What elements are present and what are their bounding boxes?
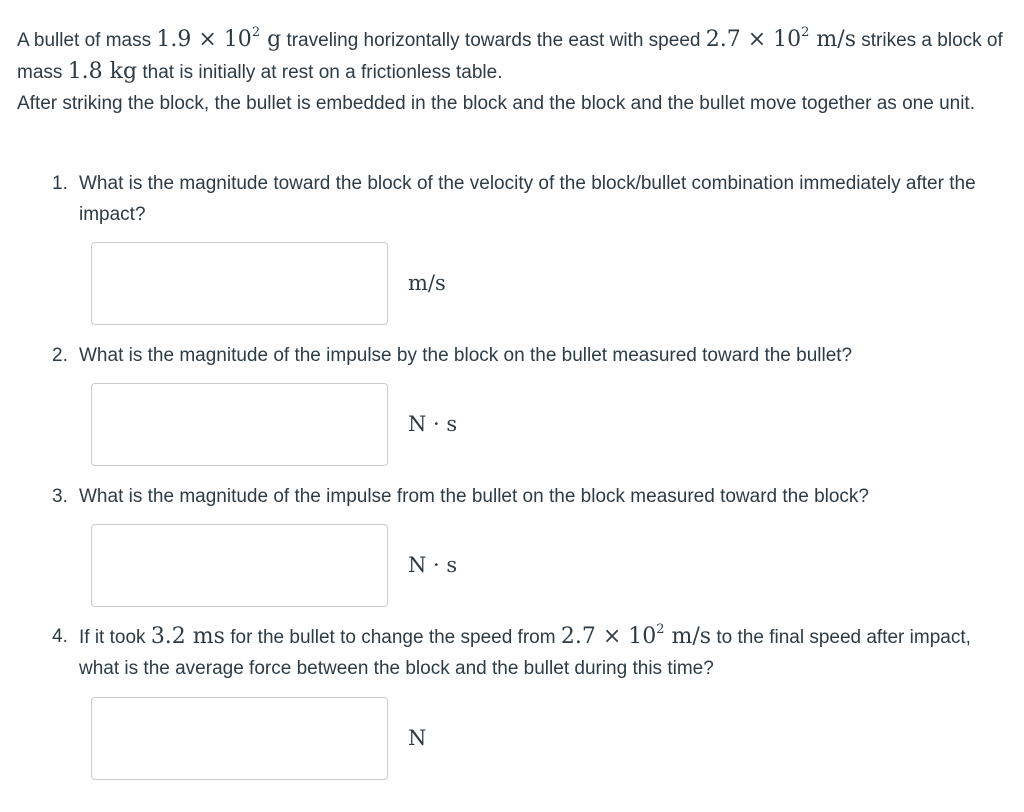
question-number: 2. — [52, 345, 68, 366]
answer-input-3[interactable] — [91, 524, 388, 607]
answer-unit-2: N · s — [408, 412, 458, 436]
question-text: What is the magnitude toward the block of the velocity of the block/bullet combination immediately after the impact? — [79, 173, 976, 225]
question-4-text-a: If it took — [79, 627, 151, 648]
question-4-text-c: to the final speed after impact, what is the average force between the block and the bullet during this time? — [79, 627, 971, 679]
answer-input-4[interactable] — [91, 697, 388, 780]
question-4 — [52, 621, 1012, 684]
problem-intro-paragraph — [17, 24, 1007, 88]
answer-unit-4: N — [408, 726, 427, 750]
intro-text-b: traveling horizontally towards the east with speed — [281, 30, 706, 51]
bullet-speed-value: $2.7 \times 10^2$ m/s — [705, 25, 856, 52]
problem-description-paragraph: After striking the block, the bullet is embedded in the block and the block and the bullet move together as one unit. — [17, 93, 975, 114]
answer-input-2[interactable] — [91, 383, 388, 466]
intro-text-d: that is initially at rest on a frictionless table. — [137, 62, 503, 83]
bullet-mass-value: $1.9 \times 10^2$ g — [156, 25, 282, 52]
question-text: What is the magnitude of the impulse by the block on the bullet measured toward the bullet? — [79, 345, 853, 366]
block-mass-value: 1.8 kg — [67, 59, 138, 84]
answer-input-1[interactable] — [91, 242, 388, 325]
intro-text-c: strikes a block of mass — [17, 30, 1003, 83]
question-number: 4. — [52, 626, 68, 647]
question-number: 3. — [52, 486, 68, 507]
answer-unit-3: N · s — [408, 553, 458, 577]
duration-value: 3.2 ms — [150, 624, 225, 649]
question-3 — [52, 481, 1012, 512]
problem-statement — [17, 24, 1007, 119]
question-text: What is the magnitude of the impulse from the bullet on the block measured toward the block? — [79, 486, 869, 507]
question-number: 1. — [52, 173, 68, 194]
question-1 — [52, 168, 1012, 230]
question-text — [79, 621, 1012, 684]
intro-text-a: A bullet of mass — [17, 30, 157, 51]
question-4-text-b: for the bullet to change the speed from — [224, 627, 561, 648]
question-2 — [52, 340, 1012, 371]
initial-speed-value: $2.7 \times 10^2$ m/s — [560, 622, 712, 649]
answer-unit-1: m/s — [408, 271, 446, 295]
